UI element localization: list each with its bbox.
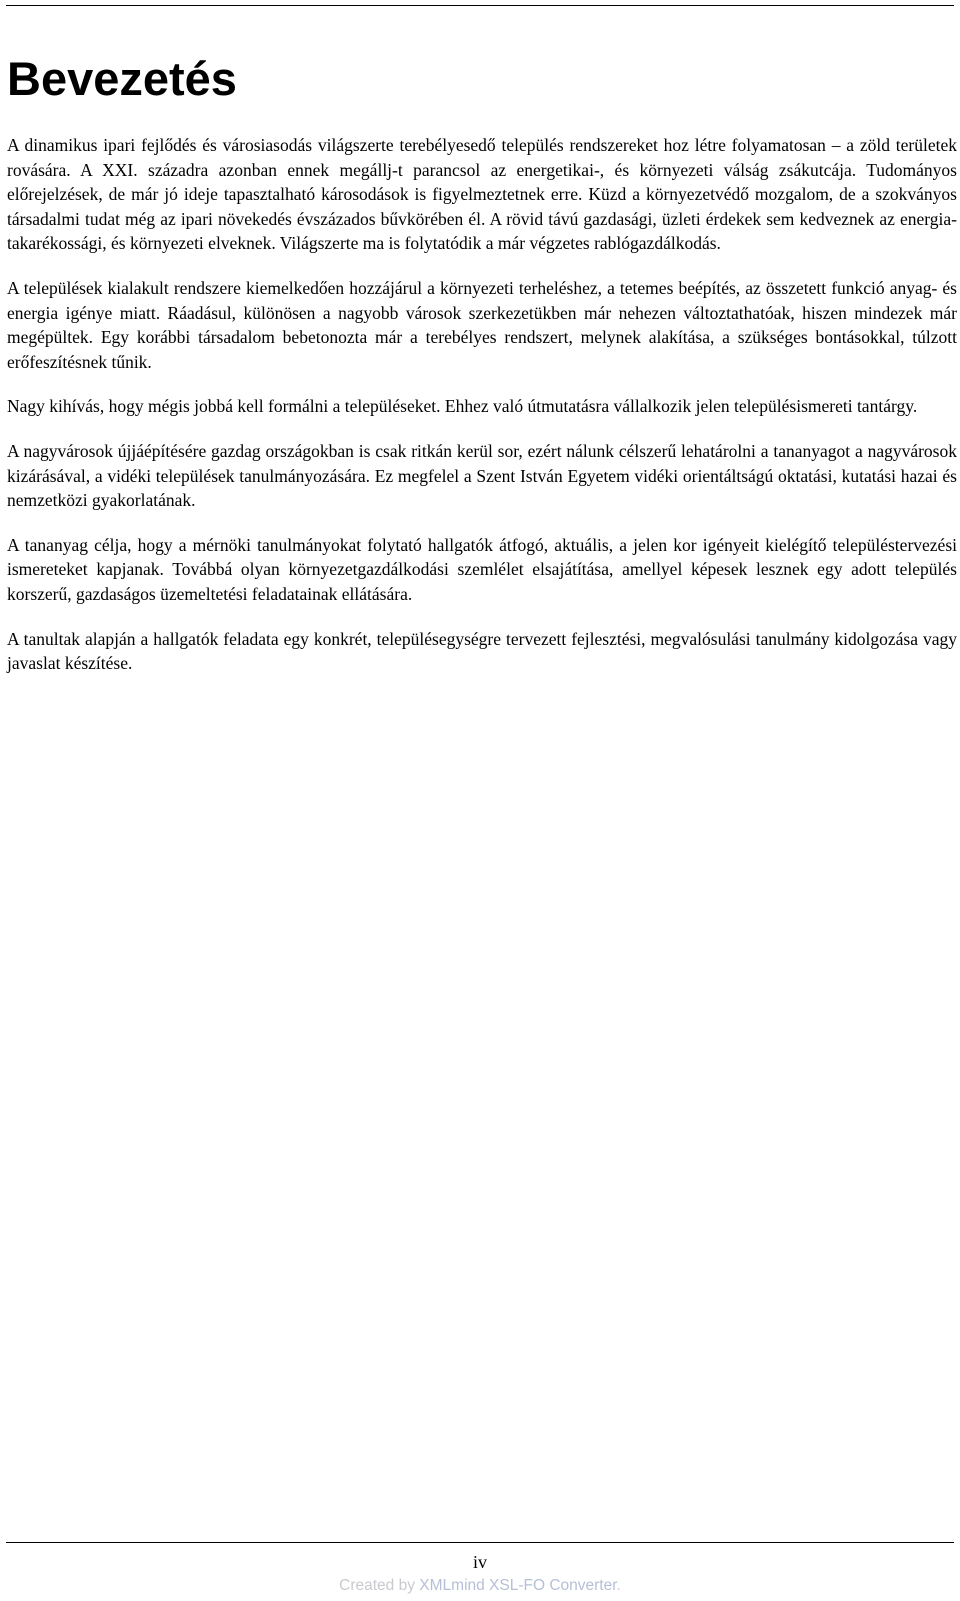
document-body <box>7 133 957 696</box>
paragraph-6: A tanultak alapján a hallgatók feladata egy konkrét, településegységre tervezett fejlesztési, megvalósulási tanulmány kidolgozása vagy javaslat készítése. <box>7 628 957 674</box>
paragraph-5: A tananyag célja, hogy a mérnöki tanulmányokat folytató hallgatók átfogó, aktuális, a jelen kor igényeit kielégítő településtervezési ismereteket kapjanak. Továbbá olyan környezetgazdálkodási szemlélet elsajátítása, amellyel képesek lesznek egy adott település korszerű, gazdaságos üzemeltetési feladatainak ellátására. <box>7 534 957 604</box>
footer-rule <box>6 1542 954 1543</box>
paragraph-1: A dinamikus ipari fejlődés és városiasodás világszerte terebélyesedő település rendszereket hoz létre folyamatosan – a zöld területek rovására. A XXI. századra azonban ennek megállj-t parancsol az energetikai-, és környezeti válság zsákutcája. Tudományos előrejelzések, de már jó ideje tapasztalható károsodások is figyelmeztetnek erre. Küzd a környezetvédő mozgalom, de a szokványos társadalmi tudat még az ipari növekedés évszázados bűvkörében él. A rövid távú gazdasági, üzleti érdekek sem kedveznek az energia-takarékossági, és környezeti elveknek. Világszerte ma is folytatódik a már végzetes rablógazdálkodás. <box>7 135 957 254</box>
credit-product-link[interactable]: XMLmind XSL-FO Converter <box>419 1577 617 1594</box>
footer-credit <box>0 1576 960 1596</box>
paragraph-4: A nagyvárosok újjáépítésére gazdag országokban is csak ritkán kerül sor, ezért nálunk célszerű lehatárolni a tananyagot a nagyvárosok kizárásával, a vidéki települések tanulmányozására. Ez megfelel a Szent István Egyetem vidéki orientáltságú oktatási, kutatási hazai és nemzetközi gyakorlatának. <box>7 440 957 511</box>
page-title: Bevezetés <box>7 52 237 105</box>
credit-prefix: Created by <box>339 1577 420 1594</box>
page-number: iv <box>472 1552 487 1572</box>
header-rule <box>6 5 954 6</box>
paragraph-3: Nagy kihívás, hogy mégis jobbá kell formálni a településeket. Ehhez való útmutatásra vállalkozik jelen településismereti tantárgy. <box>7 396 918 417</box>
credit-suffix: . <box>616 1577 621 1594</box>
paragraph-2: A települések kialakult rendszere kiemelkedően hozzájárul a környezeti terheléshez, a tetemes beépítés, az összetett funkció anyag- és energia igénye miatt. Ráadásul, különösen a nagyobb városok szerkezetükben már nehezen változtathatóak, hiszen mindezek már megépültek. Egy korábbi társadalom bebetonozta már a terebélyes rendszert, melynek alakítása, a szükséges bontásokkal, túlzott erőfeszítésnek tűnik. <box>7 277 957 372</box>
